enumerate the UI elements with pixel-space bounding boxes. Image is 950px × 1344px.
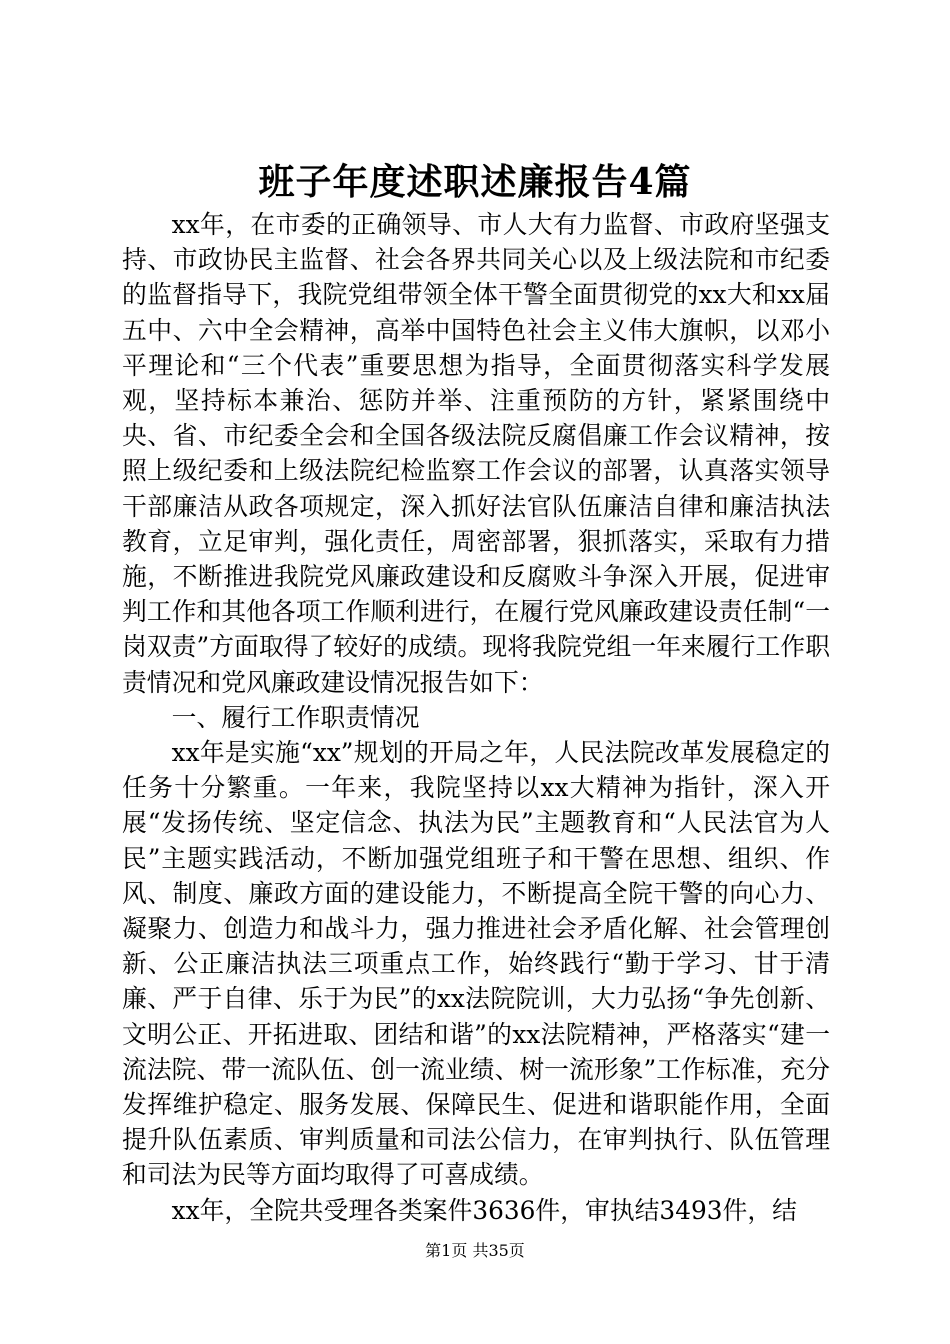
paragraph-case-stats: xx年，全院共受理各类案件3636件，审执结3493件，结 <box>171 1195 797 1225</box>
document-body <box>122 207 830 1228</box>
page-number: 第1页 共35页 <box>425 1241 525 1260</box>
paragraph-work-duties: xx年是实施“xx”规划的开局之年，人民法院改革发展稳定的任务十分繁重。一年来，我院坚持以xx大精神为指针，深入开展“发扬传统、坚定信念、执法为民”主题教育和“人民法官为人民”主题实践活动，不断加强党组班子和干警在思想、组织、作风、制度、廉政方面的建设能力，不断提高全院干警的向心力、凝聚力、创造力和战斗力，强力推进社会矛盾化解、社会管理创新、公正廉洁执法三项重点工作，始终践行“勤于学习、甘于清廉、严于自律、乐于为民”的xx法院院训，大力弘扬“争先创新、文明公正、开拓进取、团结和谐”的xx法院精神，严格落实“建一流法院、带一流队伍、创一流业绩、树一流形象”工作标准，充分发挥维护稳定、服务发展、保障民生、促进和谐职能作用，全面提升队伍素质、审判质量和司法公信力，在审判执行、队伍管理和司法为民等方面均取得了可喜成绩。 <box>122 738 830 1190</box>
document-title: 班子年度述职述廉报告4篇 <box>258 161 692 203</box>
paragraph-intro: xx年，在市委的正确领导、市人大有力监督、市政府坚强支持、市政协民主监督、社会各界共同关心以及上级法院和市纪委的监督指导下，我院党组带领全体干警全面贯彻党的xx大和xx届五中、六中全会精神，高举中国特色社会主义伟大旗帜，以邓小平理论和“三个代表”重要思想为指导，全面贯彻落实科学发展观，坚持标本兼治、惩防并举、注重预防的方针，紧紧围绕中央、省、市纪委全会和全国各级法院反腐倡廉工作会议精神，按照上级纪委和上级法院纪检监察工作会议的部署，认真落实领导干部廉洁从政各项规定，深入抓好法官队伍廉洁自律和廉洁执法教育，立足审判，强化责任，周密部署，狠抓落实，采取有力措施，不断推进我院党风廉政建设和反腐败斗争深入开展，促进审判工作和其他各项工作顺利进行，在履行党风廉政建设责任制“一岗双责”方面取得了较好的成绩。现将我院党组一年来履行工作职责情况和党风廉政建设情况报告如下： <box>122 210 830 697</box>
section-heading: 一、履行工作职责情况 <box>171 702 420 732</box>
